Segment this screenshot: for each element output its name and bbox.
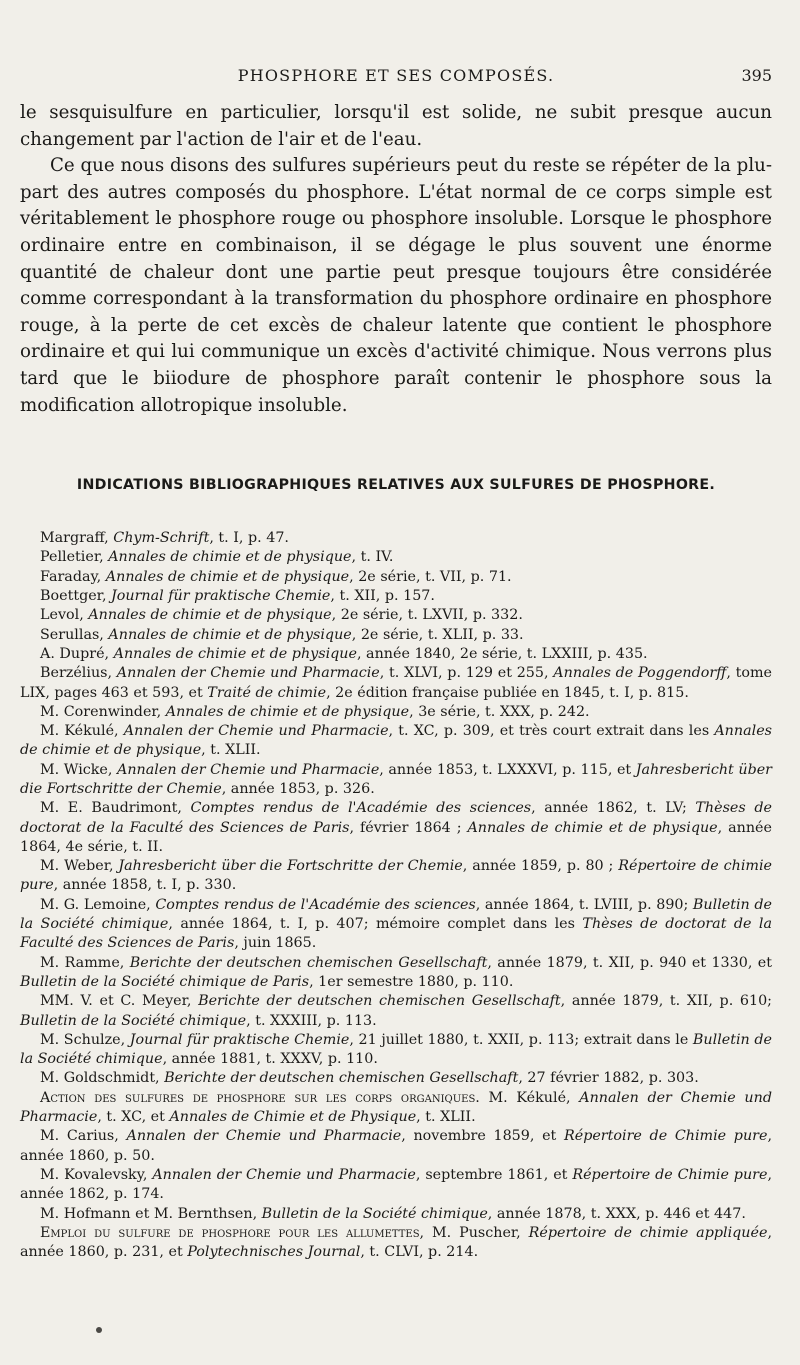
entry-text: Boettger, — [40, 588, 112, 605]
work-title: Annales de chimie et de physique — [113, 645, 357, 662]
entry-text: , t. XLII. — [201, 742, 261, 759]
bibliography-entry — [20, 857, 772, 896]
entry-text: M. Wicke, — [40, 761, 118, 778]
work-title: Bulletin de la Société chimique — [20, 896, 772, 933]
entry-text: M. E. Baudrimont, — [40, 800, 191, 817]
entry-text: M. Puscher, — [424, 1224, 529, 1241]
work-title: Journal für praktische Chemie — [111, 588, 331, 605]
work-title: Annalen der Chemie und Pharmacie — [117, 761, 380, 778]
bibliography-entry — [20, 529, 772, 548]
entry-text: M. Kékulé, — [479, 1089, 580, 1106]
entry-text: M. Weber, — [40, 858, 119, 875]
work-title: Thèses de doctorat de la Faculté des Sciences de Paris — [20, 916, 772, 952]
entry-text: Levol, — [40, 607, 89, 624]
entry-text: , année 1879, t. XII, p. 610; — [560, 993, 772, 1010]
entry-text: , année 1859, p. 80 ; — [462, 858, 619, 875]
bibliography-entry — [20, 703, 772, 722]
entry-text: , 1er semestre 1880, p. 110. — [309, 973, 514, 990]
entry-text: , novembre 1859, et — [401, 1128, 564, 1145]
work-title: Comptes rendus de l'Académie des sciences — [190, 800, 532, 817]
entry-text: , année 1864, 4e série, t. II. — [20, 819, 772, 855]
entry-text: , année 1862, p. 174. — [20, 1166, 772, 1203]
bibliography-entry — [20, 1224, 772, 1263]
bibliography-entry — [20, 722, 772, 761]
entry-text: , t. XC, et — [97, 1109, 170, 1126]
work-title: Annalen der Chemie und Pharmacie — [126, 1128, 402, 1145]
entry-text: , t. XLVI, p. 129 et 255, — [379, 665, 554, 682]
bibliography-list — [20, 529, 772, 1262]
entry-text: , année 1840, 2e série, t. LXXIII, p. 435. — [356, 645, 648, 662]
entry-text: Pelletier, — [40, 549, 109, 566]
entry-text: , juin 1865. — [234, 935, 317, 952]
work-title: Répertoire de Chimie pure — [572, 1166, 768, 1183]
bibliography-entry — [20, 568, 772, 587]
work-title: Berichte der deutschen chemischen Gesellschaft — [129, 954, 488, 971]
running-head — [20, 66, 772, 88]
bibliography-entry — [20, 645, 772, 664]
entry-text: , t. XII, p. 157. — [330, 588, 435, 605]
work-title: Annales de chimie et de physique — [108, 626, 352, 643]
work-title: Annalen der Chemie und Pharmacie — [116, 665, 380, 682]
entry-text: , année 1860, p. 50. — [20, 1128, 773, 1164]
entry-text: , 2e série, t. XLII, p. 33. — [351, 626, 524, 643]
entry-heading: Emploi du sulfure de phosphore pour les allumettes, — [40, 1224, 425, 1241]
work-title: Annales de chimie et de physique — [20, 723, 772, 759]
entry-heading: Action des sulfures de phosphore sur les corps organiques. — [40, 1089, 480, 1106]
entry-text: Berzélius, — [40, 665, 117, 682]
work-title: Annales de Poggendorff — [553, 665, 727, 682]
work-title: Journal für praktische Chemie — [129, 1031, 350, 1048]
work-title: Berichte der deutschen chemischen Gesellschaft — [164, 1070, 519, 1087]
bibliography-entry — [20, 1089, 772, 1128]
work-title: Annales de chimie et de physique — [165, 703, 410, 720]
section-heading: INDICATIONS BIBLIOGRAPHIQUES RELATIVES AUX SULFURES DE PHOSPHORE. — [76, 477, 716, 494]
entry-text: M. Hofmann et M. Bernthsen, — [40, 1205, 262, 1222]
entry-text: , 2e édition française publiée en 1845, t. I, p. 815. — [326, 684, 689, 701]
entry-text: Serullas, — [40, 626, 109, 643]
entry-text: , 27 février 1882, p. 303. — [518, 1070, 699, 1087]
entry-text: M. Corenwinder, — [40, 703, 166, 720]
work-title: Annalen der Chemie und Pharmacie — [123, 723, 389, 740]
bibliography-entry — [20, 1205, 772, 1224]
page-number: 395 — [741, 66, 772, 85]
bibliography-entry — [20, 1069, 772, 1088]
work-title: Bulletin de la Société chimique de Paris — [20, 973, 310, 990]
entry-text: , année 1853, p. 326. — [221, 780, 375, 797]
entry-text: , tome LIX, pages 463 et 593, et — [20, 665, 773, 701]
work-title: Comptes rendus de l'Académie des sciences — [155, 896, 476, 913]
bibliography-entry — [20, 1166, 772, 1205]
ink-spot — [96, 1327, 102, 1333]
work-title: Berichte der deutschen chemischen Gesellschaft — [198, 993, 561, 1010]
bibliography-entry — [20, 626, 772, 645]
running-title: PHOSPHORE ET SES COMPOSÉS. — [237, 66, 555, 85]
entry-text: Faraday, — [40, 568, 106, 585]
work-title: Annales de Chimie et de Physique — [169, 1109, 417, 1126]
entry-text: MM. V. et C. Meyer, — [40, 993, 199, 1010]
entry-text: , 2e série, t. LXVII, p. 332. — [331, 607, 523, 624]
work-title: Bulletin de la Société chimique — [20, 1012, 247, 1029]
entry-text: M. Carius, — [40, 1128, 127, 1145]
work-title: Chym-Schrift — [113, 530, 210, 547]
bibliography-entry — [20, 992, 772, 1031]
bibliography-entry — [20, 761, 772, 800]
work-title: Annales de chimie et de physique — [105, 568, 350, 585]
work-title: Traité de chimie — [207, 684, 327, 701]
entry-text: , année 1860, p. 231, et — [20, 1224, 772, 1261]
work-title: Annales de chimie et de physique — [88, 607, 332, 624]
bibliography-entry — [20, 548, 772, 567]
work-title: Annales de chimie et de physique — [467, 819, 718, 836]
entry-text: , année 1881, t. XXXV, p. 110. — [162, 1051, 378, 1068]
bibliography-entry — [20, 799, 772, 857]
work-title: Jahresbericht über die Fortschritte der Chemie — [20, 761, 773, 797]
body-text — [20, 100, 772, 419]
entry-text: , année 1864, t. I, p. 407; mémoire complet dans les — [168, 916, 583, 933]
bibliography-entry — [20, 1031, 772, 1070]
paragraph-1: le sesquisulfure en particulier, lorsqu'il est solide, ne subit presque aucun changement par l'action de l'air et de l'eau. — [20, 102, 772, 150]
paragraph-2: Ce que nous disons des sulfures supérieurs peut du reste se répéter de la plupart des autres composés du phosphore. L'état normal de ce corps simple est véritablement le phosphore rouge ou phosphore insoluble. Lorsque le phosphore ordinaire entre en combinaison, il se dégage le plus souvent une énorme quantité de chaleur dont une partie peut presque toujours être considérée comme correspondant à la transformation du phosphore ordinaire en phosphore rouge, à la perte de cet excès de chaleur latente que contient le phosphore ordinaire et qui lui communique un excès d'activité chimique. Nous verrons plus tard que le biiodure de phosphore paraît contenir le phosphore sous la modification allotropique insoluble. — [20, 155, 772, 416]
work-title: Bulletin de la Société chimique — [261, 1205, 488, 1222]
entry-text: M. Kovalevsky, — [40, 1166, 153, 1183]
entry-text: , année 1853, t. LXXXVI, p. 115, et — [379, 761, 636, 778]
work-title: Répertoire de Chimie pure — [563, 1128, 768, 1145]
entry-text: A. Dupré, — [40, 645, 114, 662]
entry-text: , février 1864 ; — [349, 819, 468, 836]
entry-text: M. Ramme, — [40, 954, 130, 971]
entry-text: , t. IV. — [351, 549, 394, 566]
bibliography-entry — [20, 587, 772, 606]
work-title: Thèses de doctorat de la Faculté des Sciences de Paris — [20, 800, 772, 836]
entry-text: , année 1878, t. XXX, p. 446 et 447. — [487, 1205, 746, 1222]
entry-text: , année 1858, t. I, p. 330. — [53, 877, 237, 894]
entry-text: Margraff, — [40, 530, 114, 547]
entry-text: , 2e série, t. VII, p. 71. — [349, 568, 512, 585]
entry-text: , 21 juillet 1880, t. XXII, p. 113; extrait dans le — [349, 1031, 693, 1048]
entry-text: M. Goldschmidt, — [40, 1070, 165, 1087]
work-title: Annalen der Chemie und Pharmacie — [20, 1089, 772, 1126]
entry-text: , t. I, p. 47. — [209, 530, 289, 547]
work-title: Répertoire de chimie appliquée — [528, 1224, 768, 1241]
entry-text: , t. XLII. — [416, 1109, 476, 1126]
entry-text: M. Kékulé, — [40, 723, 124, 740]
work-title: Annales de chimie et de physique — [108, 549, 352, 566]
entry-text: , année 1879, t. XII, p. 940 et 1330, et — [487, 954, 772, 971]
entry-text: M. G. Lemoine, — [40, 896, 156, 913]
work-title: Répertoire de chimie pure — [20, 858, 773, 894]
entry-text: , 3e série, t. XXX, p. 242. — [409, 703, 590, 720]
bibliography-entry — [20, 954, 772, 993]
work-title: Annalen der Chemie und Pharmacie — [152, 1166, 416, 1183]
work-title: Jahresbericht über die Fortschritte der Chemie — [118, 858, 463, 875]
work-title: Bulletin de la Société chimique — [20, 1031, 772, 1068]
bibliography-entry — [20, 1127, 772, 1166]
entry-text: , t. XC, p. 309, et très court extrait dans les — [388, 723, 715, 740]
bibliography-entry — [20, 664, 772, 703]
entry-text: M. Schulze, — [40, 1031, 130, 1048]
bibliography-entry — [20, 606, 772, 625]
entry-text: , t. CLVI, p. 214. — [360, 1244, 479, 1261]
entry-text: , année 1864, t. LVIII, p. 890; — [475, 896, 693, 913]
bibliography-entry — [20, 896, 772, 954]
work-title: Polytechnisches Journal — [187, 1244, 361, 1261]
entry-text: , année 1862, t. LV; — [531, 800, 696, 817]
entry-text: , t. XXXIII, p. 113. — [246, 1012, 377, 1029]
entry-text: , septembre 1861, et — [415, 1166, 573, 1183]
